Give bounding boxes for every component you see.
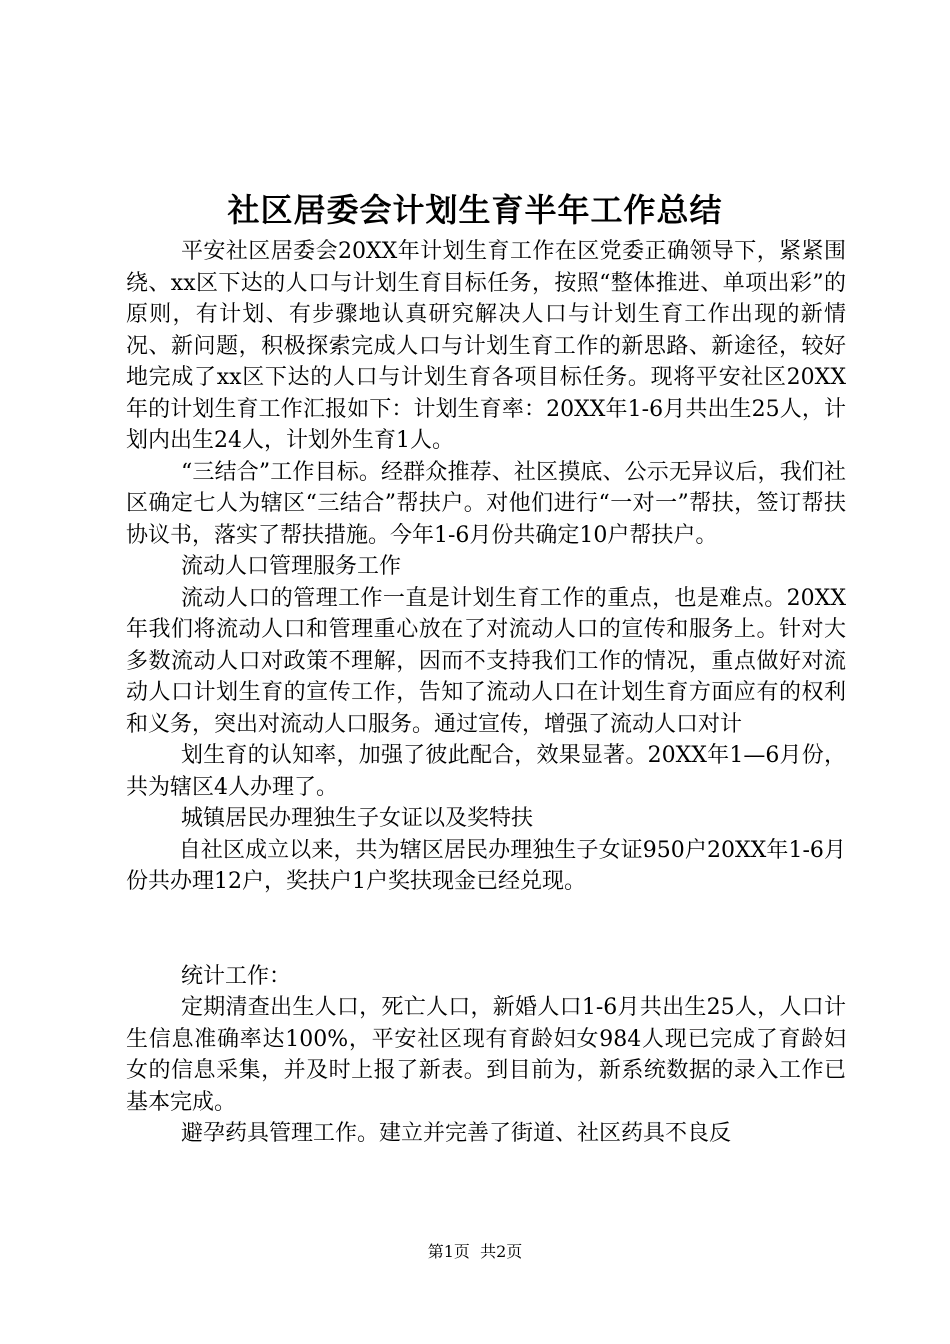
paragraph-intro: 平安社区居委会20XX年计划生育工作在区党委正确领导下，紧紧围绕、xx区下达的人口与计划生育目标任务，按照“整体推进、单项出彩”的原则，有计划、有步骤地认真研究解决人口与计划生育工作出现的新情况、新问题，积极探索完成人口与计划生育工作的新思路、新途径，较好地完成了xx区下达的人口与计划生育各项目标任务。现将平安社区20XX年的计划生育工作汇报如下：计划生育率：20XX年1-6月共出生25人，计划内出生24人，计划外生育1人。: [126, 239, 846, 453]
document-title: 社区居委会计划生育半年工作总结: [227, 191, 723, 229]
heading-statistics: 统计工作：: [181, 963, 292, 989]
paragraph-statistics: 定期清查出生人口，死亡人口，新婚人口1-6月共出生25人，人口计生信息准确率达100%，平安社区现有育龄妇女984人现已完成了育龄妇女的信息采集，并及时上报了新表。到目前为，新系统数据的录入工作已基本完成。: [126, 995, 846, 1115]
heading-only-child-certificate: 城镇居民办理独生子女证以及奖特扶: [181, 806, 534, 831]
document-body: [126, 236, 846, 1150]
paragraph-floating-population-cont: 划生育的认知率，加强了彼此配合，效果显著。20XX年1—6月份，共为辖区4人办理了。: [126, 743, 846, 800]
paragraph-only-child-certificate: 自社区成立以来，共为辖区居民办理独生子女证950户20XX年1-6月份共办理12户，奖扶户1户奖扶现金已经兑现。: [126, 837, 846, 894]
blank-line: [126, 898, 846, 961]
paragraph-three-combination: “三结合”工作目标。经群众推荐、社区摸底、公示无异议后，我们社区确定七人为辖区“三结合”帮扶户。对他们进行“一对一”帮扶，签订帮扶协议书，落实了帮扶措施。今年1-6月份共确定10户帮扶户。: [126, 459, 846, 548]
page-footer: 第1页 共2页: [427, 1242, 523, 1261]
paragraph-floating-population: 流动人口的管理工作一直是计划生育工作的重点，也是难点。20XX年我们将流动人口和管理重心放在了对流动人口的宣传和服务上。针对大多数流动人口对政策不理解，因而不支持我们工作的情况，重点做好对流动人口计划生育的宣传工作，告知了流动人口在计划生育方面应有的权利和义务，突出对流动人口服务。通过宣传，增强了流动人口对计: [126, 585, 846, 737]
heading-floating-population: 流动人口管理服务工作: [181, 554, 402, 579]
paragraph-contraceptive: 避孕药具管理工作。建立并完善了街道、社区药具不良反: [181, 1121, 732, 1146]
